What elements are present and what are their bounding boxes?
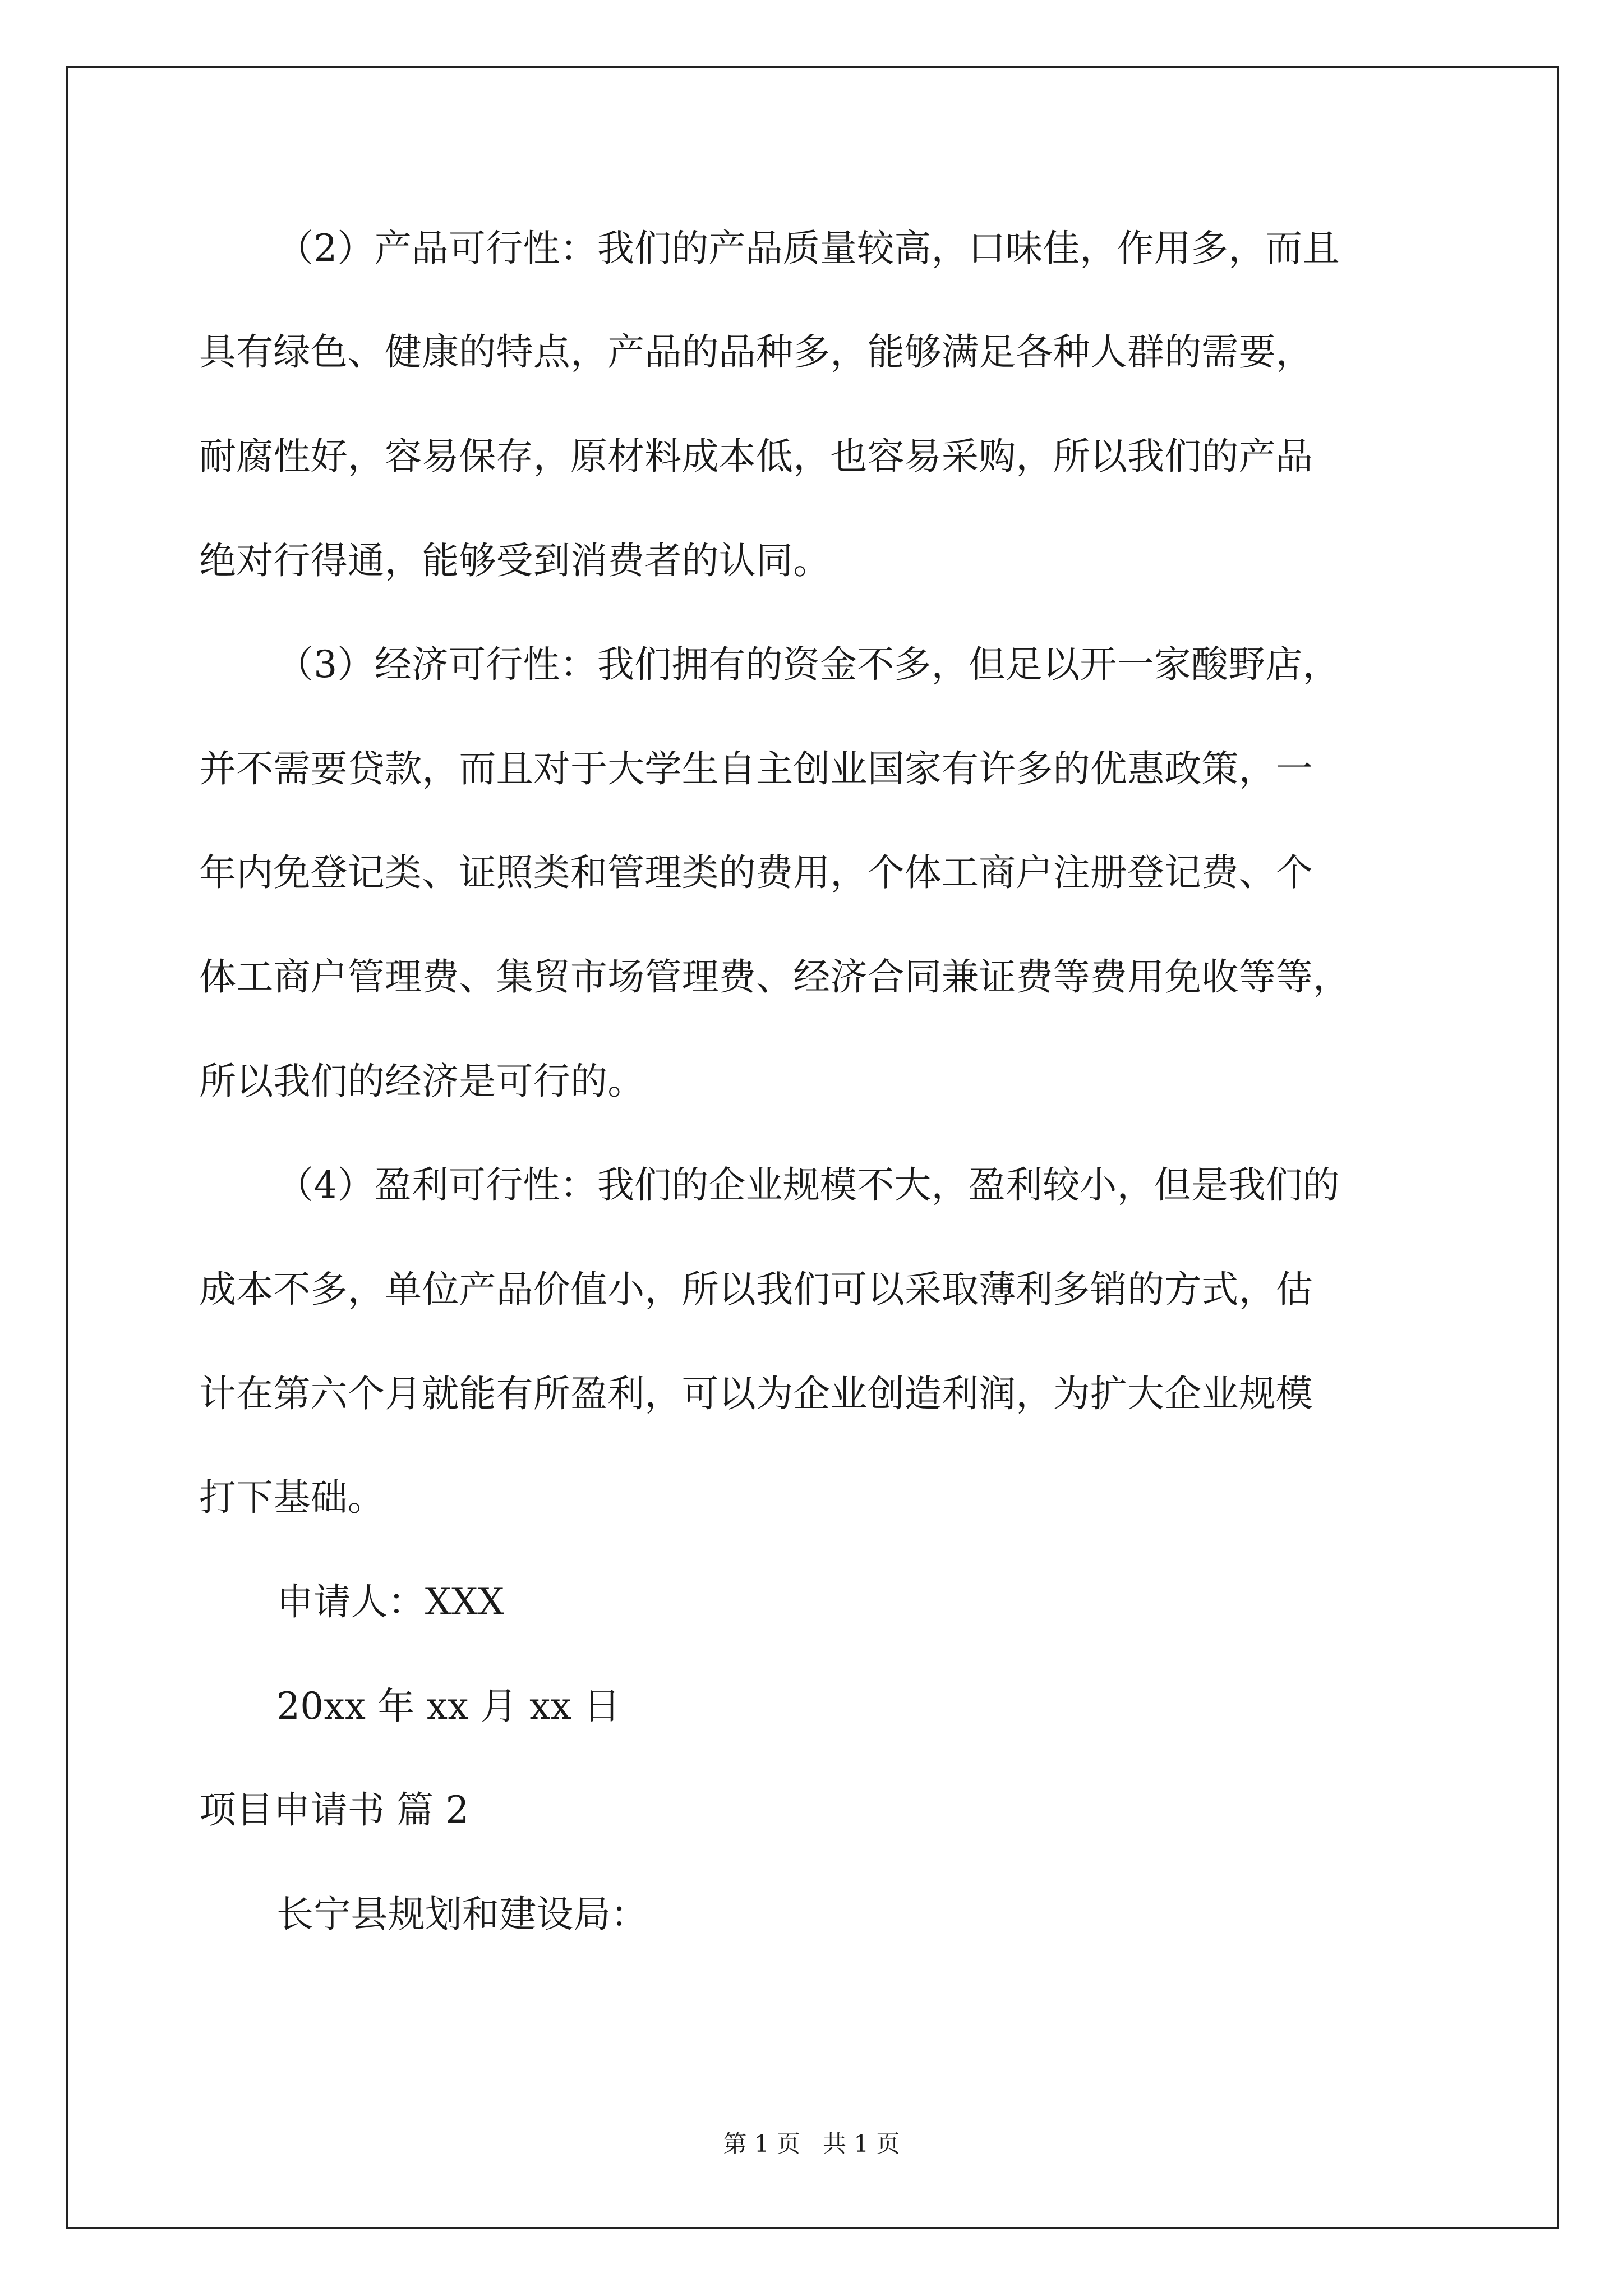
paragraph-1-line-1: （2）产品可行性：我们的产品质量较高，口味佳，作用多，而且: [276, 227, 1340, 270]
paragraph-2-line-5: 所以我们的经济是可行的。: [199, 1060, 645, 1103]
date-line: 20xx 年 xx 月 xx 日: [276, 1685, 621, 1728]
addressee-line: 长宁县规划和建设局：: [276, 1893, 648, 1936]
paragraph-3-line-1: （4）盈利可行性：我们的企业规模不大，盈利较小，但是我们的: [276, 1163, 1340, 1207]
paragraph-3-line-4: 打下基础。: [199, 1476, 385, 1519]
paragraph-3-line-3: 计在第六个月就能有所盈利，可以为企业创造利润，为扩大企业规模: [199, 1372, 1313, 1415]
applicant-line: 申请人：XXX: [276, 1580, 505, 1623]
paragraph-1-line-4: 绝对行得通，能够受到消费者的认同。: [199, 539, 831, 582]
paragraph-1-line-2: 具有绿色、健康的特点，产品的品种多，能够满足各种人群的需要，: [199, 330, 1313, 374]
page-number-footer: 第 1 页 共 1 页: [723, 2130, 900, 2157]
paragraph-1-line-3: 耐腐性好，容易保存，原材料成本低，也容易采购，所以我们的产品: [199, 435, 1313, 478]
section-title: 项目申请书 篇 2: [199, 1788, 469, 1832]
paragraph-2-line-2: 并不需要贷款，而且对于大学生自主创业国家有许多的优惠政策，一: [199, 747, 1313, 790]
paragraph-3-line-2: 成本不多，单位产品价值小，所以我们可以采取薄利多销的方式，估: [199, 1268, 1313, 1311]
paragraph-2-line-1: （3）经济可行性：我们拥有的资金不多，但足以开一家酸野店，: [276, 643, 1340, 686]
paragraph-2-line-3: 年内免登记类、证照类和管理类的费用，个体工商户注册登记费、个: [199, 851, 1313, 894]
paragraph-2-line-4: 体工商户管理费、集贸市场管理费、经济合同兼证费等费用免收等等，: [199, 955, 1350, 999]
